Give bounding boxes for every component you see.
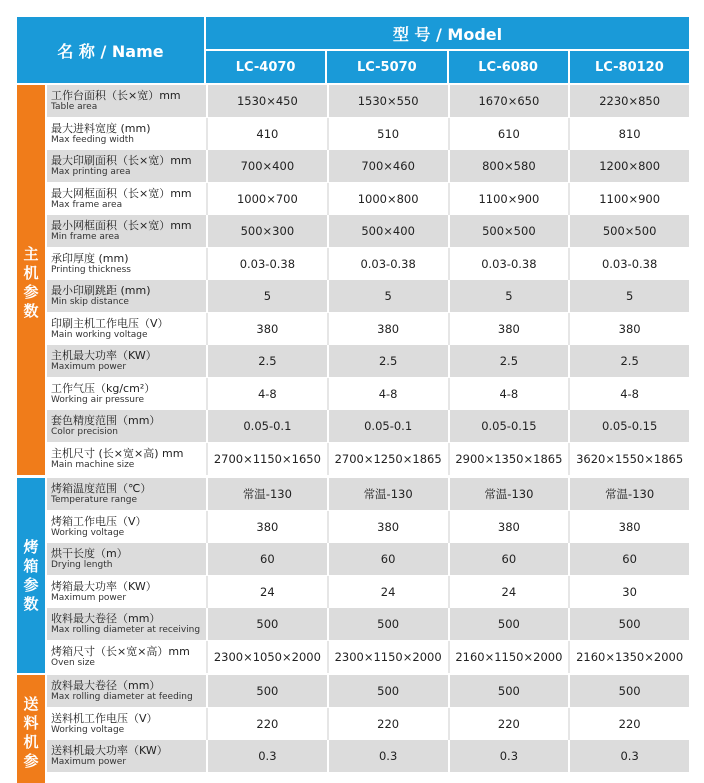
- param-name-en: Main working voltage: [51, 329, 148, 340]
- param-name-en: Printing thickness: [51, 264, 131, 275]
- value-cell: 0.03-0.38: [448, 248, 569, 280]
- value-cell: 500×500: [448, 215, 569, 247]
- value-cell: 0.3: [327, 740, 448, 772]
- value-cell: 800×580: [448, 150, 569, 182]
- section-label-char: 主: [23, 245, 39, 263]
- value-cell: 常温-130: [206, 478, 327, 510]
- param-name-cn: 送料机最大功率（KW）: [51, 744, 168, 757]
- value-cell: 60: [448, 543, 569, 575]
- param-name-cn: 套色精度范围（mm）: [51, 414, 161, 427]
- value-cell: 60: [206, 543, 327, 575]
- param-name-en: Maximum power: [51, 592, 127, 603]
- param-name-cell: [47, 248, 206, 280]
- value-cell: 2.5: [327, 345, 448, 377]
- section-label-char: 数: [23, 302, 39, 320]
- value-cell: 1530×550: [327, 85, 448, 117]
- table-row: [47, 313, 689, 345]
- section-label-char: 箱: [23, 557, 39, 575]
- section-label: [17, 85, 45, 475]
- table-row: [47, 378, 689, 410]
- value-cell: 2700×1250×1865: [327, 443, 448, 475]
- section-label-char: 机: [23, 733, 39, 751]
- value-cell: 2160×1350×2000: [568, 641, 689, 673]
- model-header-1: LC-4070: [206, 51, 325, 83]
- value-cell: 2300×1150×2000: [327, 641, 448, 673]
- param-name-cn: 承印厚度 (mm): [51, 251, 129, 265]
- value-cell: 380: [327, 511, 448, 543]
- table-row: [47, 410, 689, 442]
- param-name-cell: [47, 740, 206, 772]
- section-label-char: 机: [23, 264, 39, 282]
- value-cell: 2700×1150×1650: [206, 443, 327, 475]
- value-cell: 5: [448, 280, 569, 312]
- param-name-cn: 主机最大功率（KW）: [51, 349, 157, 362]
- param-name-en: Working voltage: [51, 724, 125, 735]
- value-cell: 0.05-0.1: [206, 410, 327, 442]
- value-cell: 2.5: [448, 345, 569, 377]
- value-cell: 1530×450: [206, 85, 327, 117]
- param-name-cell: [47, 118, 206, 150]
- value-cell: 700×400: [206, 150, 327, 182]
- value-cell: 常温-130: [327, 478, 448, 510]
- value-cell: 常温-130: [568, 478, 689, 510]
- param-name-cell: [47, 280, 206, 312]
- value-cell: 0.3: [568, 740, 689, 772]
- param-name-cell: [47, 576, 206, 608]
- value-cell: 常温-130: [448, 478, 569, 510]
- table-row: [47, 85, 689, 117]
- param-name-en: Maximum power: [51, 362, 127, 372]
- param-name-cell: [47, 543, 206, 575]
- param-name-en: Max feeding width: [51, 134, 135, 145]
- param-name-cn: 最小印刷跳距 (mm): [51, 284, 151, 297]
- table-row: [47, 675, 689, 707]
- value-cell: 220: [327, 708, 448, 740]
- section-label-char: 数: [23, 595, 39, 613]
- value-cell: 2.5: [206, 345, 327, 377]
- table-row: [47, 150, 689, 182]
- value-cell: 1670×650: [448, 85, 569, 117]
- section-label-char: 参: [23, 576, 39, 594]
- value-cell: 220: [206, 708, 327, 740]
- model-header-4: LC-80120: [570, 51, 689, 83]
- value-cell: 0.05-0.1: [327, 410, 448, 442]
- section-label-char: 料: [23, 714, 39, 732]
- table-row: [47, 280, 689, 312]
- section-label-char: 参: [23, 752, 39, 770]
- value-cell: 1100×900: [448, 183, 569, 215]
- table-row: [47, 183, 689, 215]
- table-row: [47, 345, 689, 377]
- param-name-cn: 最大印刷面积（长×宽）mm: [51, 154, 192, 167]
- value-cell: 380: [568, 313, 689, 345]
- table-row: [47, 118, 689, 150]
- table-row: [47, 511, 689, 543]
- value-cell: 380: [327, 313, 448, 345]
- param-name-en: Working air pressure: [51, 394, 145, 405]
- param-name-en: Max rolling diameter at feeding: [51, 692, 193, 702]
- spec-section-1: [17, 85, 689, 475]
- value-cell: 500: [568, 608, 689, 640]
- param-name-en: Maximum power: [51, 757, 127, 767]
- param-name-en: Min skip distance: [51, 297, 129, 307]
- section-label-char: 参: [23, 283, 39, 301]
- value-cell: 24: [327, 576, 448, 608]
- value-cell: 0.05-0.15: [568, 410, 689, 442]
- value-cell: 380: [206, 313, 327, 345]
- param-name-cell: [47, 708, 206, 740]
- table-row: [47, 443, 689, 475]
- value-cell: 380: [568, 511, 689, 543]
- value-cell: 0.05-0.15: [448, 410, 569, 442]
- value-cell: 220: [568, 708, 689, 740]
- value-cell: 380: [448, 511, 569, 543]
- value-cell: 60: [568, 543, 689, 575]
- param-name-cn: 烘干长度（m）: [51, 547, 128, 560]
- value-cell: 2160×1150×2000: [448, 641, 569, 673]
- value-cell: 4-8: [327, 378, 448, 410]
- param-name-en: Table area: [51, 102, 98, 112]
- section-label-char: 烤: [23, 538, 39, 556]
- value-cell: 2.5: [568, 345, 689, 377]
- table-row: [47, 641, 689, 673]
- param-name-en: Main machine size: [51, 459, 135, 470]
- param-name-cell: [47, 378, 206, 410]
- param-name-cn: 烤箱尺寸（长×宽×高）mm: [51, 644, 190, 658]
- param-name-en: Temperature range: [51, 495, 138, 505]
- param-name-cn: 烤箱工作电压（V）: [51, 514, 147, 528]
- param-name-cell: [47, 675, 206, 707]
- param-name-cn: 送料机工作电压（V）: [51, 711, 158, 725]
- value-cell: 30: [568, 576, 689, 608]
- value-cell: 2900×1350×1865: [448, 443, 569, 475]
- value-cell: 1100×900: [568, 183, 689, 215]
- table-row: [47, 576, 689, 608]
- value-cell: 5: [206, 280, 327, 312]
- param-name-cell: [47, 511, 206, 543]
- model-header-2: LC-5070: [327, 51, 446, 83]
- value-cell: 24: [448, 576, 569, 608]
- table-row: [47, 215, 689, 247]
- value-cell: 4-8: [568, 378, 689, 410]
- value-cell: 0.03-0.38: [206, 248, 327, 280]
- value-cell: 60: [327, 543, 448, 575]
- param-name-cell: [47, 345, 206, 377]
- value-cell: 500×300: [206, 215, 327, 247]
- param-name-cell: [47, 641, 206, 673]
- value-cell: 1000×800: [327, 183, 448, 215]
- value-cell: 3620×1550×1865: [568, 443, 689, 475]
- value-cell: 500: [568, 675, 689, 707]
- param-name-cell: [47, 85, 206, 117]
- value-cell: 500: [448, 675, 569, 707]
- param-name-cell: [47, 410, 206, 442]
- model-header-3: LC-6080: [449, 51, 568, 83]
- value-cell: 410: [206, 118, 327, 150]
- param-name-cn: 最大进料宽度 (mm): [51, 121, 151, 135]
- table-header: [17, 17, 689, 83]
- value-cell: 700×460: [327, 150, 448, 182]
- model-columns: [206, 51, 689, 83]
- table-row: [47, 740, 689, 772]
- value-cell: 5: [568, 280, 689, 312]
- model-group-header: 型 号 / Model: [206, 17, 689, 49]
- spec-section-2: [17, 478, 689, 673]
- table-row: [47, 478, 689, 510]
- param-name-cn: 烤箱温度范围（℃）: [51, 482, 152, 495]
- value-cell: 2300×1050×2000: [206, 641, 327, 673]
- param-name-cell: [47, 443, 206, 475]
- param-name-en: Max rolling diameter at receiving: [51, 625, 201, 635]
- param-name-cn: 工作气压（kg/cm²）: [51, 381, 156, 395]
- value-cell: 220: [448, 708, 569, 740]
- value-cell: 500×500: [568, 215, 689, 247]
- value-cell: 810: [568, 118, 689, 150]
- value-cell: 500: [206, 675, 327, 707]
- value-cell: 0.03-0.38: [327, 248, 448, 280]
- param-name-cell: [47, 150, 206, 182]
- value-cell: 500: [327, 675, 448, 707]
- table-row: [47, 248, 689, 280]
- param-name-cell: [47, 608, 206, 640]
- param-name-en: Working voltage: [51, 527, 125, 538]
- section-label: [17, 478, 45, 673]
- value-cell: 510: [327, 118, 448, 150]
- value-cell: 24: [206, 576, 327, 608]
- table-row: [47, 708, 689, 740]
- param-name-cn: 收料最大卷径（mm）: [51, 612, 161, 625]
- param-name-cn: 最大网框面积（长×宽）mm: [51, 186, 192, 200]
- param-name-en: Max frame area: [51, 199, 123, 210]
- section-label: [17, 675, 45, 783]
- param-name-cn: 工作台面积（长×宽）mm: [51, 89, 181, 102]
- value-cell: 0.03-0.38: [568, 248, 689, 280]
- value-cell: 5: [327, 280, 448, 312]
- value-cell: 380: [206, 511, 327, 543]
- param-name-cell: [47, 478, 206, 510]
- param-name-cell: [47, 215, 206, 247]
- table-row: [47, 608, 689, 640]
- value-cell: 610: [448, 118, 569, 150]
- param-name-en: Min frame area: [51, 232, 120, 242]
- value-cell: 500: [448, 608, 569, 640]
- spec-section-3: [17, 675, 689, 783]
- value-cell: 2230×850: [568, 85, 689, 117]
- param-name-cn: 印刷主机工作电压（V）: [51, 316, 169, 330]
- value-cell: 500: [206, 608, 327, 640]
- value-cell: 500: [327, 608, 448, 640]
- value-cell: 4-8: [448, 378, 569, 410]
- value-cell: 4-8: [206, 378, 327, 410]
- param-name-cn: 烤箱最大功率（KW）: [51, 579, 157, 593]
- value-cell: 1000×700: [206, 183, 327, 215]
- value-cell: 380: [448, 313, 569, 345]
- param-name-cn: 最小网框面积（长×宽）mm: [51, 219, 192, 232]
- param-name-en: Color precision: [51, 427, 118, 437]
- param-name-en: Drying length: [51, 560, 113, 570]
- param-name-cell: [47, 183, 206, 215]
- value-cell: 0.3: [448, 740, 569, 772]
- param-name-en: Oven size: [51, 657, 95, 668]
- param-name-cell: [47, 313, 206, 345]
- section-label-char: 送: [23, 695, 39, 713]
- value-cell: 0.3: [206, 740, 327, 772]
- name-column-header: 名 称 / Name: [17, 17, 204, 83]
- value-cell: 1200×800: [568, 150, 689, 182]
- table-row: [47, 543, 689, 575]
- param-name-cn: 主机尺寸 (长×宽×高) mm: [51, 446, 184, 460]
- param-name-en: Max printing area: [51, 167, 131, 177]
- value-cell: 500×400: [327, 215, 448, 247]
- param-name-cn: 放料最大卷径（mm）: [51, 679, 161, 692]
